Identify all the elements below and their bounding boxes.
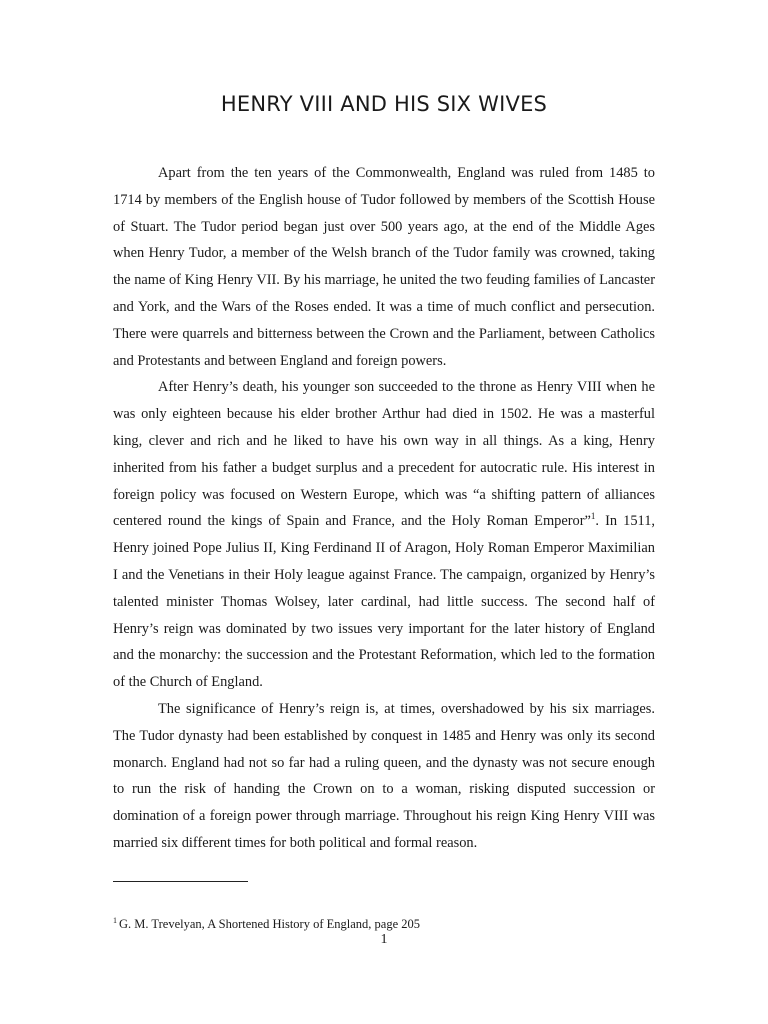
footnote-text: G. M. Trevelyan, A Shortened History of England, page 205 [119,917,421,931]
paragraph-3: The significance of Henry’s reign is, at times, overshadowed by his six marriages. The Tudor dynasty had been established by conquest in 1485 and Henry was only its second monarch. England had not so far had a ruling queen, and the dynasty was not secure enough to run the risk of handing the Crown on to a woman, risking disputed succession or domination of a foreign power through marriage. Throughout his reign King Henry VIII was married six different times for both political and formal reason. [113,700,655,851]
footnote [113,917,420,931]
document-title: HENRY VIII AND HIS SIX WIVES [220,92,548,116]
footnote-separator [113,881,248,882]
paragraph-2-text-after-ref: . In 1511, Henry joined Pope Julius II, King Ferdinand II of Aragon, Holy Roman Emperor Maximilian I and the Venetians in their Holy league against France. The campaign, organized by Henry’s talented minister Thomas Wolsey, later cardinal, had little success. The second half of Henry’s reign was dominated by two issues very important for the later history of England and the monarchy: the succession and the Protestant Reformation, which led to the formation of the Church of England. [113,513,655,691]
paragraph-2-text-before-ref: After Henry’s death, his younger son succeeded to the throne as Henry VIII when he was only eighteen because his elder brother Arthur had died in 1502. He was a masterful king, clever and rich and he liked to have his own way in all things. As a king, Henry inherited from his father a budget surplus and a precedent for autocratic rule. His interest in foreign policy was focused on Western Europe, which was “a shifting pattern of alliances centered round the kings of Spain and France, and the Holy Roman Emperor” [113,379,655,530]
page-number: 1 [380,932,388,947]
document-body [113,160,655,857]
paragraph-1: Apart from the ten years of the Commonwealth, England was ruled from 1485 to 1714 by members of the English house of Tudor followed by members of the Scottish House of Stuart. The Tudor period began just over 500 years ago, at the end of the Middle Ages when Henry Tudor, a member of the Welsh branch of the Tudor family was crowned, taking the name of King Henry VII. By his marriage, he united the two feuding families of Lancaster and York, and the Wars of the Roses ended. It was a time of much conflict and persecution. There were quarrels and bitterness between the Crown and the Parliament, between Catholics and Protestants and between England and foreign powers. [113,165,655,369]
footnote-reference[interactable]: 1 [590,511,596,522]
footnote-mark: 1 [113,915,117,925]
paragraph-2 [113,374,655,696]
